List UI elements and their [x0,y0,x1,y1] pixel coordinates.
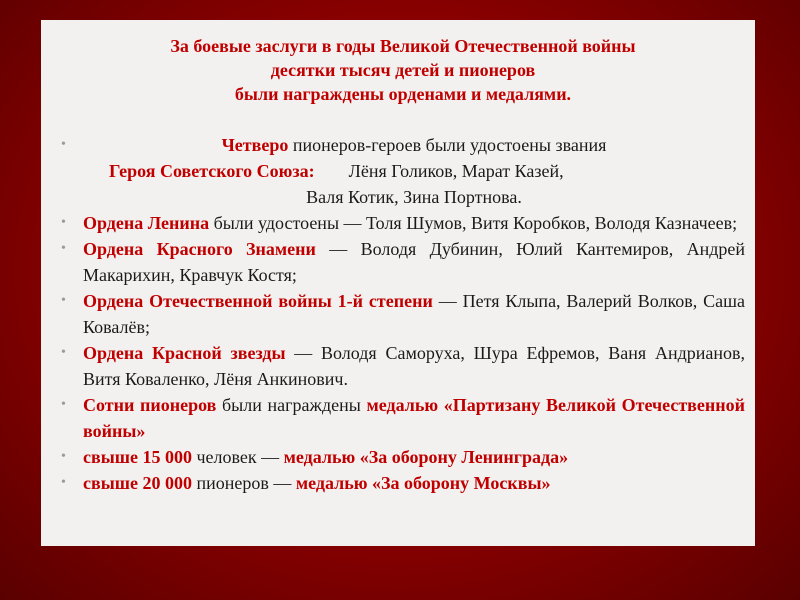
list-item-leningrad-medal [61,444,745,470]
recipients-count: Сотни пионеров [83,395,217,415]
bullet-icon: • [61,137,66,152]
heading-line-2: десятки тысяч детей и пионеров [270,60,536,80]
medal-name: медалью «За оборону Ленинграда» [283,447,569,467]
bullet-icon: • [61,449,66,464]
award-name: Ордена Ленина [83,213,210,233]
bullet-icon: • [61,397,66,412]
list-item-heroes [61,132,745,210]
award-name: Ордена Красного Знамени [83,239,316,259]
award-recipients: — Володя Саморуха, Шура Ефремов, Ваня Андрианов, Витя Коваленко, Лёня Анкинович. [83,343,745,389]
award-recipients: были удостоены — Толя Шумов, Витя Коробков, Володя Казначеев; [209,213,738,233]
bullet-icon: • [61,241,66,256]
bullet-icon: • [61,293,66,308]
award-text: были награждены [216,395,367,415]
hero-names-1: Лёня Голиков, Марат Казей, [348,161,564,181]
hero-names-2: Валя Котик, Зина Портнова. [306,187,522,207]
heroes-count: Четверо [221,135,289,155]
list-item-order-patriotic-war [61,288,745,340]
award-recipients: — Володя Дубинин, Юлий Кантемиров, Андрей Макарихин, Кравчук Костя; [83,239,745,285]
recipients-count: свыше 15 000 [83,447,192,467]
bullet-icon: • [61,475,66,490]
award-name: Ордена Отечественной войны 1-й степени [83,291,433,311]
awards-list [61,132,745,496]
bullet-icon: • [61,345,66,360]
award-recipients: — Петя Клыпа, Валерий Волков, Саша Ковалёв; [83,291,745,337]
heroes-text: пионеров-героев были удостоены звания [288,135,607,155]
medal-name: медалью «За оборону Москвы» [295,473,551,493]
slide-content-panel [41,20,755,546]
list-item-partisan-medal [61,392,745,444]
list-item-order-lenin [61,210,745,236]
list-item-order-red-banner [61,236,745,288]
bullet-icon: • [61,215,66,230]
hero-title: Героя Советского Союза: [109,161,315,181]
list-item-moscow-medal [61,470,745,496]
heading-line-1: За боевые заслуги в годы Великой Отечественной войны [170,36,636,56]
slide-heading [61,34,745,106]
recipients-count: свыше 20 000 [83,473,192,493]
list-item-order-red-star [61,340,745,392]
award-text: человек — [191,447,284,467]
award-text: пионеров — [191,473,296,493]
medal-name: медалью «Партизану Великой Отечественной войны» [83,395,745,441]
heading-line-3: были награждены орденами и медалями. [234,84,572,104]
award-name: Ордена Красной звезды [83,343,286,363]
